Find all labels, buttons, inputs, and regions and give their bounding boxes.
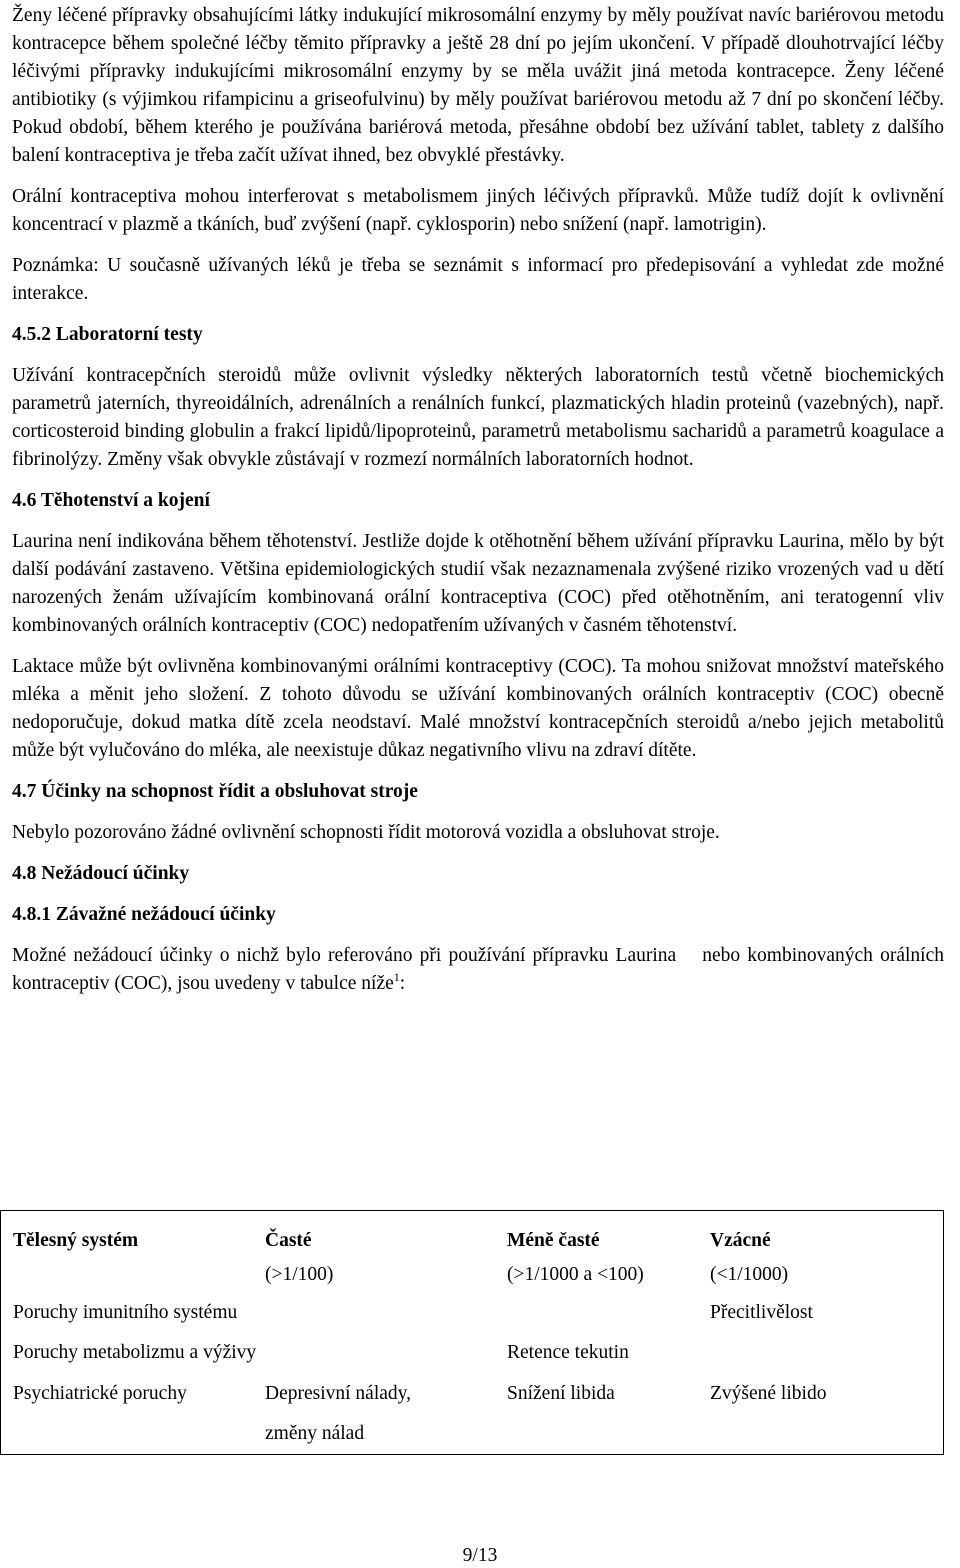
- heading-4-8: 4.8 Nežádoucí účinky: [12, 863, 190, 884]
- heading-4-7: 4.7 Účinky na schopnost řídit a obsluhovat stroje: [12, 781, 418, 802]
- page-number: 9/13: [462, 1545, 498, 1566]
- table-cell: [507, 1295, 710, 1333]
- adverse-effects-table: [0, 1210, 944, 1455]
- cell-text: Snížení libida: [507, 1383, 615, 1404]
- header-common-freq: (>1/100): [265, 1264, 334, 1285]
- table-header-cell: [265, 1211, 507, 1296]
- table-cell: [1, 1295, 266, 1333]
- table-header-cell: [507, 1211, 710, 1296]
- header-uncommon: Méně časté: [507, 1230, 600, 1251]
- footnote-marker: 1: [393, 970, 400, 984]
- table-cell: [507, 1333, 710, 1371]
- paragraph-pregnancy: Laurina není indikována během těhotenství. Jestliže dojde k otěhotnění během užívání přípravku Laurina, mělo by být další podávání zastaveno. Většina epidemiologických studií však nezaznamenala zvýšené riziko vrozených vad u dětí narozených ženám užívajícím kombinovaná orální kontraceptiva (COC) před otěhotněním, ani teratogenní vliv kombinovaných orálních kontraceptiv (COC) nedopatřením užívaných v časném těhotenství.: [12, 531, 944, 636]
- table-cell: [1, 1333, 266, 1371]
- cell-text: Přecitlivělost: [710, 1302, 813, 1323]
- header-uncommon-freq: (>1/1000 a <100): [507, 1264, 644, 1285]
- heading-4-8-1: 4.8.1 Závažné nežádoucí účinky: [12, 904, 276, 925]
- heading-4-6: 4.6 Těhotenství a kojení: [12, 490, 210, 511]
- table-cell: [507, 1371, 710, 1455]
- table-cell: [710, 1333, 944, 1371]
- table-header-row: [1, 1211, 944, 1296]
- paragraph-lab-tests: Užívání kontracepčních steroidů může ovlivnit výsledky některých laboratorních testů včetně biochemických parametrů jaterních, thyreoidálních, adrenálních a renálních funkcí, plazmatických hladin proteinů (vazebných), např. corticosteroid binding globulin a frakcí lipidů/lipoproteinů, parametrů metabolismu sacharidů a parametrů koagulace a fibrinolýzy. Změny však obvykle zůstávají v rozmezí normálních laboratorních hodnot.: [12, 365, 944, 470]
- table-row: [1, 1333, 944, 1371]
- document-page: [12, 0, 944, 998]
- table-cell: [265, 1295, 507, 1333]
- intro-text-end: :: [399, 973, 406, 994]
- heading-4-5-2: 4.5.2 Laboratorní testy: [12, 324, 203, 345]
- intro-text-a: Možné nežádoucí účinky o nichž bylo referováno při používání přípravku Laurina: [12, 945, 677, 966]
- paragraph-note: Poznámka: U současně užívaných léků je třeba se seznámit s informací pro předepisování a vyhledat zde možné interakce.: [12, 255, 944, 304]
- table-cell: [1, 1371, 266, 1455]
- paragraph-oral-contraceptives-interference: Orální kontraceptiva mohou interferovat s metabolismem jiných léčivých přípravků. Může tudíž dojít k ovlivnění koncentrací v plazmě a tkáních, buď zvýšení (např. cyklosporin) nebo snížení (např. lamotrigin).: [12, 186, 944, 235]
- table-header-cell: [1, 1211, 266, 1296]
- table-row: [1, 1371, 944, 1455]
- cell-text: Poruchy imunitního systému: [13, 1302, 238, 1323]
- header-rare: Vzácné: [710, 1230, 771, 1251]
- paragraph-adverse-effects-intro: [12, 942, 944, 998]
- table-row: [1, 1295, 944, 1333]
- paragraph-enzyme-inducers: Ženy léčené přípravky obsahujícími látky indukující mikrosomální enzymy by měly používat navíc bariérovou metodu kontracepce během společné léčby těmito přípravky a ještě 28 dní po jejím ukončení. V případě dlouhotrvající léčby léčivými přípravky indukujícími mikrosomální enzymy by se měla uvážit jiná metoda kontracepce. Ženy léčené antibiotiky (s výjimkou rifampicinu a griseofulvinu) by měly používat bariérovou metodu až 7 dní po skončení léčby. Pokud období, během kterého je používána bariérová metoda, přesáhne období bez užívání tablet, tablety z dalšího balení kontraceptiva je třeba začít užívat ihned, bez obvyklé přestávky.: [12, 5, 944, 166]
- table-cell: [710, 1295, 944, 1333]
- paragraph-lactation: Laktace může být ovlivněna kombinovanými orálními kontraceptivy (COC). Ta mohou snižovat množství mateřského mléka a měnit jeho složení. Z tohoto důvodu se užívání kombinovaných orálních kontraceptiv (COC) obecně nedoporučuje, dokud matka dítě zcela neodstaví. Malé množství kontracepčních steroidů a/nebo jejich metabolitů může být vylučováno do mléka, ale neexistuje důkaz negativního vlivu na zdraví dítěte.: [12, 656, 944, 761]
- table-header-cell: [710, 1211, 944, 1296]
- intro-text-b: nebo: [702, 945, 741, 966]
- header-body-system: Tělesný systém: [13, 1230, 139, 1251]
- paragraph-driving: Nebylo pozorováno žádné ovlivnění schopnosti řídit motorová vozidla a obsluhovat stroje.: [12, 822, 720, 843]
- cell-text: Depresivní nálady, změny nálad: [265, 1383, 412, 1444]
- cell-text: Retence tekutin: [507, 1342, 629, 1363]
- cell-text: Poruchy metabolizmu a výživy: [13, 1342, 257, 1363]
- cell-text: Zvýšené libido: [710, 1383, 827, 1404]
- table-cell: [710, 1371, 944, 1455]
- table-cell: [265, 1371, 507, 1455]
- cell-text: Psychiatrické poruchy: [13, 1383, 187, 1404]
- header-rare-freq: (<1/1000): [710, 1264, 789, 1285]
- table-cell: [265, 1333, 507, 1371]
- header-common: Časté: [265, 1230, 312, 1251]
- intro-text-c: kombinovaných orálních kontraceptiv (COC), jsou uvedeny v tabulce níže: [12, 945, 944, 994]
